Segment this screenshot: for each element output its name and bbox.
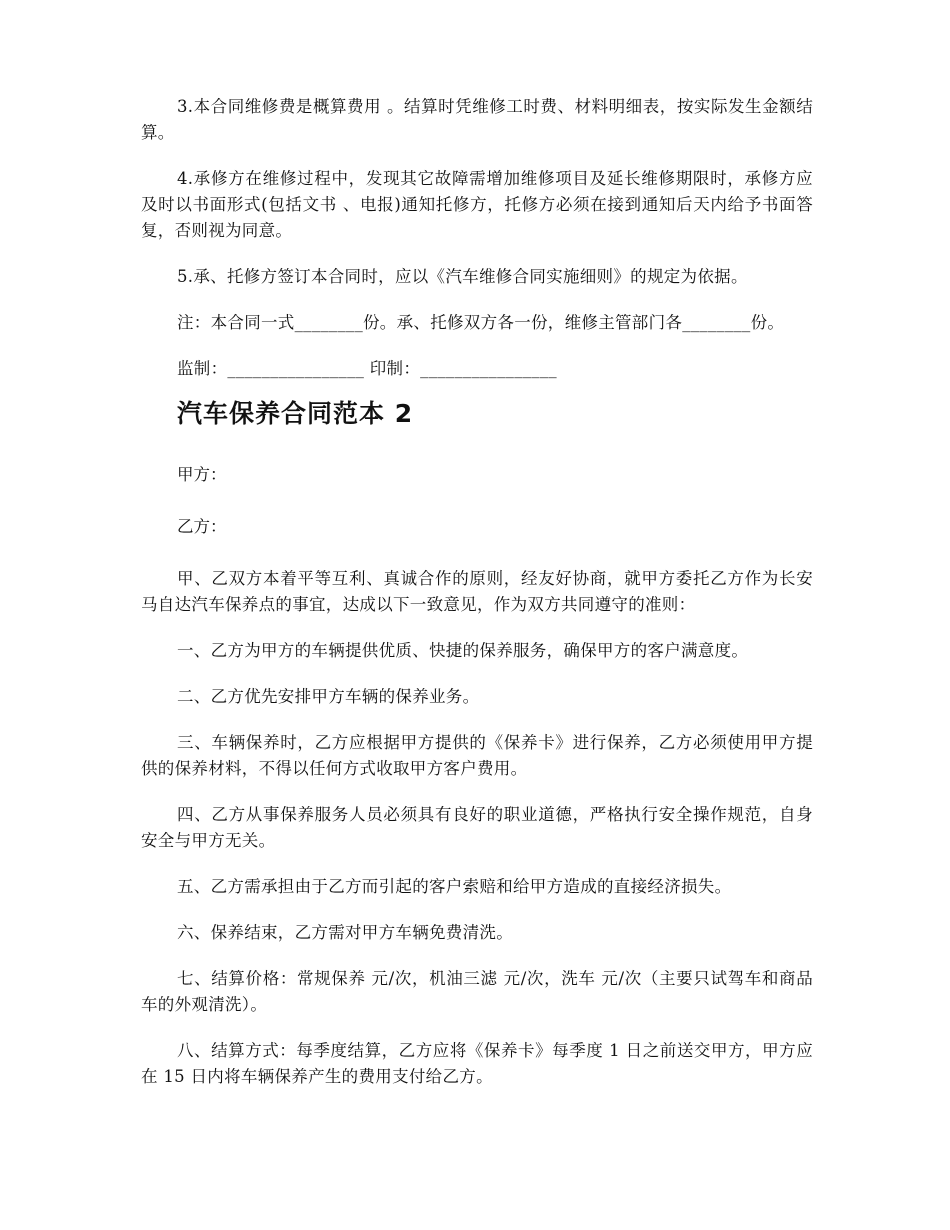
- party-a-label: 甲方：: [177, 465, 227, 484]
- clause-two: 二、乙方优先安排甲方车辆的保养业务。: [177, 687, 480, 706]
- clause-six: 六、保养结束，乙方需对甲方车辆免费清洗。: [177, 923, 513, 942]
- clause-one: 一、乙方为甲方的车辆提供优质、快捷的保养服务，确保甲方的客户满意度。: [177, 641, 749, 660]
- party-b-label: 乙方：: [177, 517, 227, 536]
- clause-5: 5.承、托修方签订本合同时，应以《汽车维修合同实施细则》的规定为依据。: [177, 267, 748, 286]
- clause-four: 四、乙方从事保养服务人员必须具有良好的职业道德，严格执行安全操作规范，自身安全与甲方无关。: [141, 805, 813, 850]
- clause-eight: 八、结算方式：每季度结算，乙方应将《保养卡》每季度 1 日之前送交甲方，甲方应在 15 日内将车辆保养产生的费用支付给乙方。: [141, 1041, 813, 1086]
- signature-line: 监制：________________ 印制：________________: [177, 359, 557, 378]
- contract-intro: 甲、乙双方本着平等互利、真诚合作的原则，经友好协商，就甲方委托乙方作为长安马自达汽车保养点的事宜，达成以下一致意见，作为双方共同遵守的准则：: [141, 569, 813, 614]
- section-title: 汽车保养合同范本 2: [177, 399, 414, 428]
- clause-seven: 七、结算价格：常规保养 元/次，机油三滤 元/次，洗车 元/次（主要只试驾车和商品车的外观清洗）。: [141, 969, 813, 1014]
- clause-4: 4.承修方在维修过程中，发现其它故障需增加维修项目及延长维修期限时，承修方应及时以书面形式(包括文书 、电报)通知托修方，托修方必须在接到通知后天内给予书面答复，否则视为同意。: [141, 169, 813, 240]
- clause-three: 三、车辆保养时，乙方应根据甲方提供的《保养卡》进行保养，乙方必须使用甲方提供的保养材料，不得以任何方式收取甲方客户费用。: [141, 733, 813, 778]
- clause-3: 3.本合同维修费是概算费用 。结算时凭维修工时费、材料明细表，按实际发生金额结算。: [141, 97, 813, 142]
- clause-five: 五、乙方需承担由于乙方而引起的客户索赔和给甲方造成的直接经济损失。: [177, 877, 732, 896]
- copies-note: 注：本合同一式________份。承、托修双方各一份，维修主管部门各________份。: [177, 313, 785, 332]
- document-body: [141, 94, 813, 1110]
